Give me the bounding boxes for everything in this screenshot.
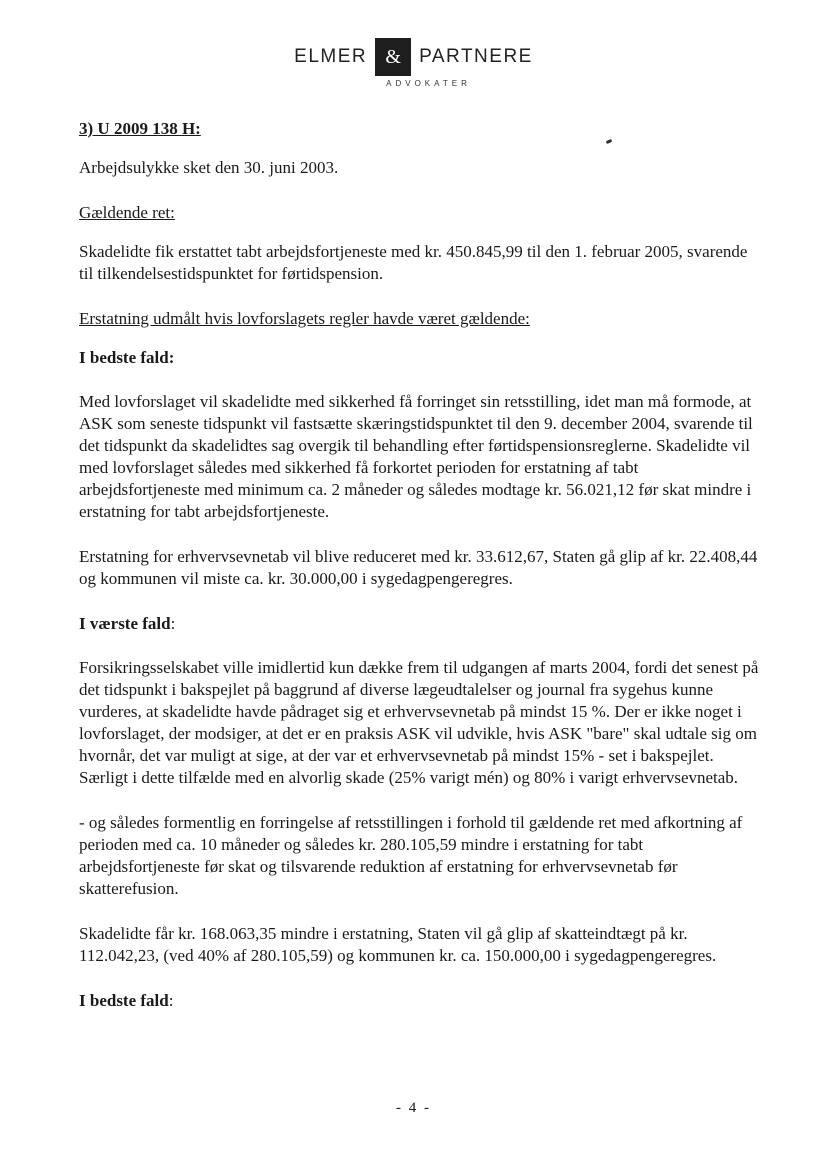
firm-name-left: ELMER: [294, 46, 368, 67]
case-heading: 3) U 2009 138 H:: [79, 119, 201, 138]
ampersand-mark: &: [375, 38, 411, 76]
worst-case-colon: :: [170, 614, 176, 633]
final-colon: :: [168, 991, 174, 1010]
accident-line: Arbejdsulykke sket den 30. juni 2003.: [79, 158, 339, 177]
worst-case-heading: [79, 613, 759, 635]
best-case-paragraph: Med lovforslaget vil skadelidte med sikkerhed få forringet sin retsstilling, idet man må formode, at ASK som seneste tidspunkt vil fastsætte skæringstidspunktet til den 9. december 2004, svarende til det tidspunkt da skadelidtes sag overgik til behandling efter førtidspensionsreglerne. Skadelidte vil med lovforslaget således med sikkerhed få forkortet perioden for erstatning af tabt arbejdsfortjeneste med minimum ca. 2 måneder og således modtage kr. 56.021,12 før skat mindre i erstatning for tabt arbejdsfortjeneste.: [79, 392, 753, 521]
firm-subtitle: ADVOKATER: [386, 79, 471, 88]
proposal-heading: Erstatning udmålt hvis lovforslagets regler havde været gældende:: [79, 309, 530, 328]
letterhead: [0, 38, 827, 88]
final-heading: [79, 990, 759, 1012]
firm-logo: [0, 38, 827, 76]
best-case-heading: I bedste fald:: [79, 348, 175, 367]
current-law-paragraph: Skadelidte fik erstattet tabt arbejdsfortjeneste med kr. 450.845,99 til den 1. februar 2005, svarende til tilkendelsestidspunktet for førtidspension.: [79, 242, 748, 283]
worst-case-heading-text: I værste fald: [79, 614, 171, 633]
final-heading-text: I bedste fald: [79, 991, 169, 1010]
document-body: [79, 118, 759, 1034]
worst-case-paragraph: Forsikringsselskabet ville imidlertid kun dække frem til udgangen af marts 2004, fordi det senest på det tidspunkt i bakspejlet på baggrund af diverse lægeudtalelser og journal fra sygehus kunne vurderes, at skadelidte havde pådraget sig et erhvervsevnetab på mindst 15 %. Der er ikke noget i lovforslaget, der modsiger, at det er en praksis ASK vil udvikle, hvis ASK "bare" skal udtale sig om hvornår, det var muligt at sige, at der var et erhvervsevnetab på mindst 15% - set i bakspejlet. Særligt i dette tilfælde med en alvorlig skade (25% varigt mén) og 80% i varigt erhvervsevnetab.: [79, 658, 759, 787]
best-case-paragraph-2: Erstatning for erhvervsevnetab vil blive reduceret med kr. 33.612,67, Staten gå glip af kr. 22.408,44 og kommunen vil miste ca. kr. 30.000,00 i sygedagpengeregres.: [79, 547, 758, 588]
worst-case-paragraph-3: Skadelidte får kr. 168.063,35 mindre i erstatning, Staten vil gå glip af skatteindtægt på kr. 112.042,23, (ved 40% af 280.105,59) og kommunen kr. ca. 150.000,00 i sygedagpengeregres.: [79, 924, 717, 965]
firm-name-right: PARTNERE: [419, 46, 533, 67]
worst-case-paragraph-2: - og således formentlig en forringelse af retsstillingen i forhold til gældende ret med afkortning af perioden med ca. 10 måneder og således kr. 280.105,59 mindre i erstatning for tabt arbejdsfortjeneste før skat og tilsvarende reduktion af erstatning for erhvervsevnetab før skatterefusion.: [79, 813, 743, 898]
page-number: - 4 -: [396, 1100, 431, 1116]
current-law-heading: Gældende ret:: [79, 203, 175, 222]
